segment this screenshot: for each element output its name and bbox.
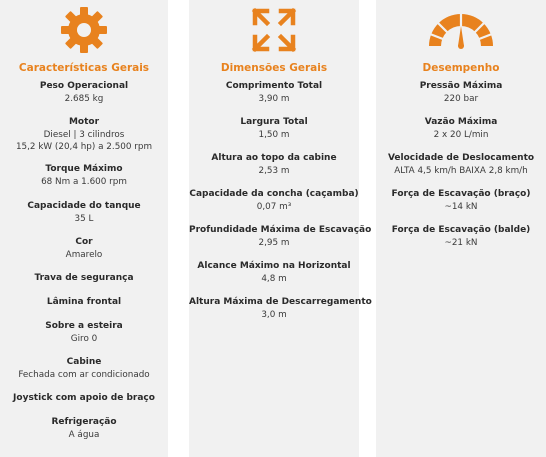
spec-item — [376, 188, 546, 213]
column-title: Desempenho — [422, 62, 500, 74]
spec-label: Refrigeração — [51, 417, 117, 427]
gear-icon — [60, 6, 108, 54]
spec-label: Largura Total — [240, 117, 308, 127]
spec-label: Altura ao topo da cabine — [211, 153, 337, 163]
spec-value: 35 L — [74, 214, 94, 224]
spec-item — [0, 272, 168, 285]
spec-value: A água — [68, 430, 100, 440]
spec-item — [0, 80, 168, 105]
spec-value: 15,2 kW (20,4 hp) a 2.500 rpm — [15, 142, 153, 152]
spec-value: 0,07 m³ — [256, 202, 292, 212]
spec-label: Comprimento Total — [225, 81, 323, 91]
spec-label: Profundidade Máxima de Escavação — [189, 225, 372, 235]
spec-label: Capacidade da concha (caçamba) — [189, 189, 359, 199]
spec-item — [0, 116, 168, 153]
spec-item — [0, 416, 168, 441]
spec-item — [0, 236, 168, 261]
spec-label: Peso Operacional — [39, 81, 129, 91]
spec-label: Cabine — [66, 357, 102, 367]
column-title: Dimensões Gerais — [220, 62, 328, 74]
spec-value: Amarelo — [65, 250, 103, 260]
spec-value: 2.685 kg — [64, 94, 104, 104]
speedometer-icon — [427, 6, 495, 50]
spec-label: Lâmina frontal — [46, 297, 122, 307]
spec-label: Velocidade de Deslocamento — [387, 153, 535, 163]
expand-arrows-icon — [250, 6, 298, 54]
spec-label: Força de Escavação (balde) — [391, 225, 531, 235]
general-characteristics-column — [0, 0, 168, 457]
spec-value: 2,95 m — [258, 238, 290, 248]
spec-item — [189, 188, 359, 213]
spec-value: Fechada com ar condicionado — [18, 370, 150, 380]
spec-item — [376, 80, 546, 105]
spec-value: ALTA 4,5 km/h BAIXA 2,8 km/h — [394, 166, 528, 176]
spec-value: 1,50 m — [258, 130, 290, 140]
spec-item — [189, 116, 359, 141]
spec-label: Motor — [68, 117, 100, 127]
spec-label: Pressão Máxima — [419, 81, 503, 91]
spec-label: Vazão Máxima — [424, 117, 498, 127]
spec-item — [0, 200, 168, 225]
spec-value: Giro 0 — [70, 334, 98, 344]
performance-column — [376, 0, 546, 457]
spec-label: Cor — [75, 237, 93, 247]
spec-label: Joystick com apoio de braço — [13, 393, 155, 403]
spec-item — [189, 296, 372, 321]
spec-value: 4,8 m — [261, 274, 287, 284]
spec-value: ~21 kN — [444, 238, 478, 248]
spec-label: Força de Escavação (braço) — [391, 189, 531, 199]
spec-label: Altura Máxima de Descarregamento — [189, 297, 372, 307]
spec-value: 3,0 m — [261, 310, 287, 320]
spec-item — [0, 163, 168, 188]
spec-item — [0, 296, 168, 309]
column-title: Características Gerais — [18, 62, 150, 74]
spec-item — [189, 152, 359, 177]
spec-label: Sobre a esteira — [45, 321, 123, 331]
spec-value: Diesel | 3 cilindros — [43, 130, 125, 140]
spec-item — [189, 260, 359, 285]
spec-item — [0, 320, 168, 345]
spec-item — [376, 116, 546, 141]
spec-item — [376, 152, 546, 177]
spec-value: 2 x 20 L/min — [433, 130, 489, 140]
spec-label: Trava de segurança — [34, 273, 134, 283]
spec-value: 220 bar — [443, 94, 479, 104]
spec-label: Capacidade do tanque — [27, 201, 141, 211]
spec-value: 68 Nm a 1.600 rpm — [41, 177, 127, 187]
spec-value: ~14 kN — [444, 202, 478, 212]
spec-item — [0, 356, 168, 381]
spec-item — [0, 392, 168, 405]
spec-item — [189, 224, 372, 249]
spec-value: 3,90 m — [258, 94, 290, 104]
general-dimensions-column — [189, 0, 372, 457]
spec-value: 2,53 m — [258, 166, 290, 176]
spec-label: Alcance Máximo na Horizontal — [197, 261, 351, 271]
spec-label: Torque Máximo — [45, 164, 123, 174]
spec-item — [376, 224, 546, 249]
spec-item — [189, 80, 359, 105]
